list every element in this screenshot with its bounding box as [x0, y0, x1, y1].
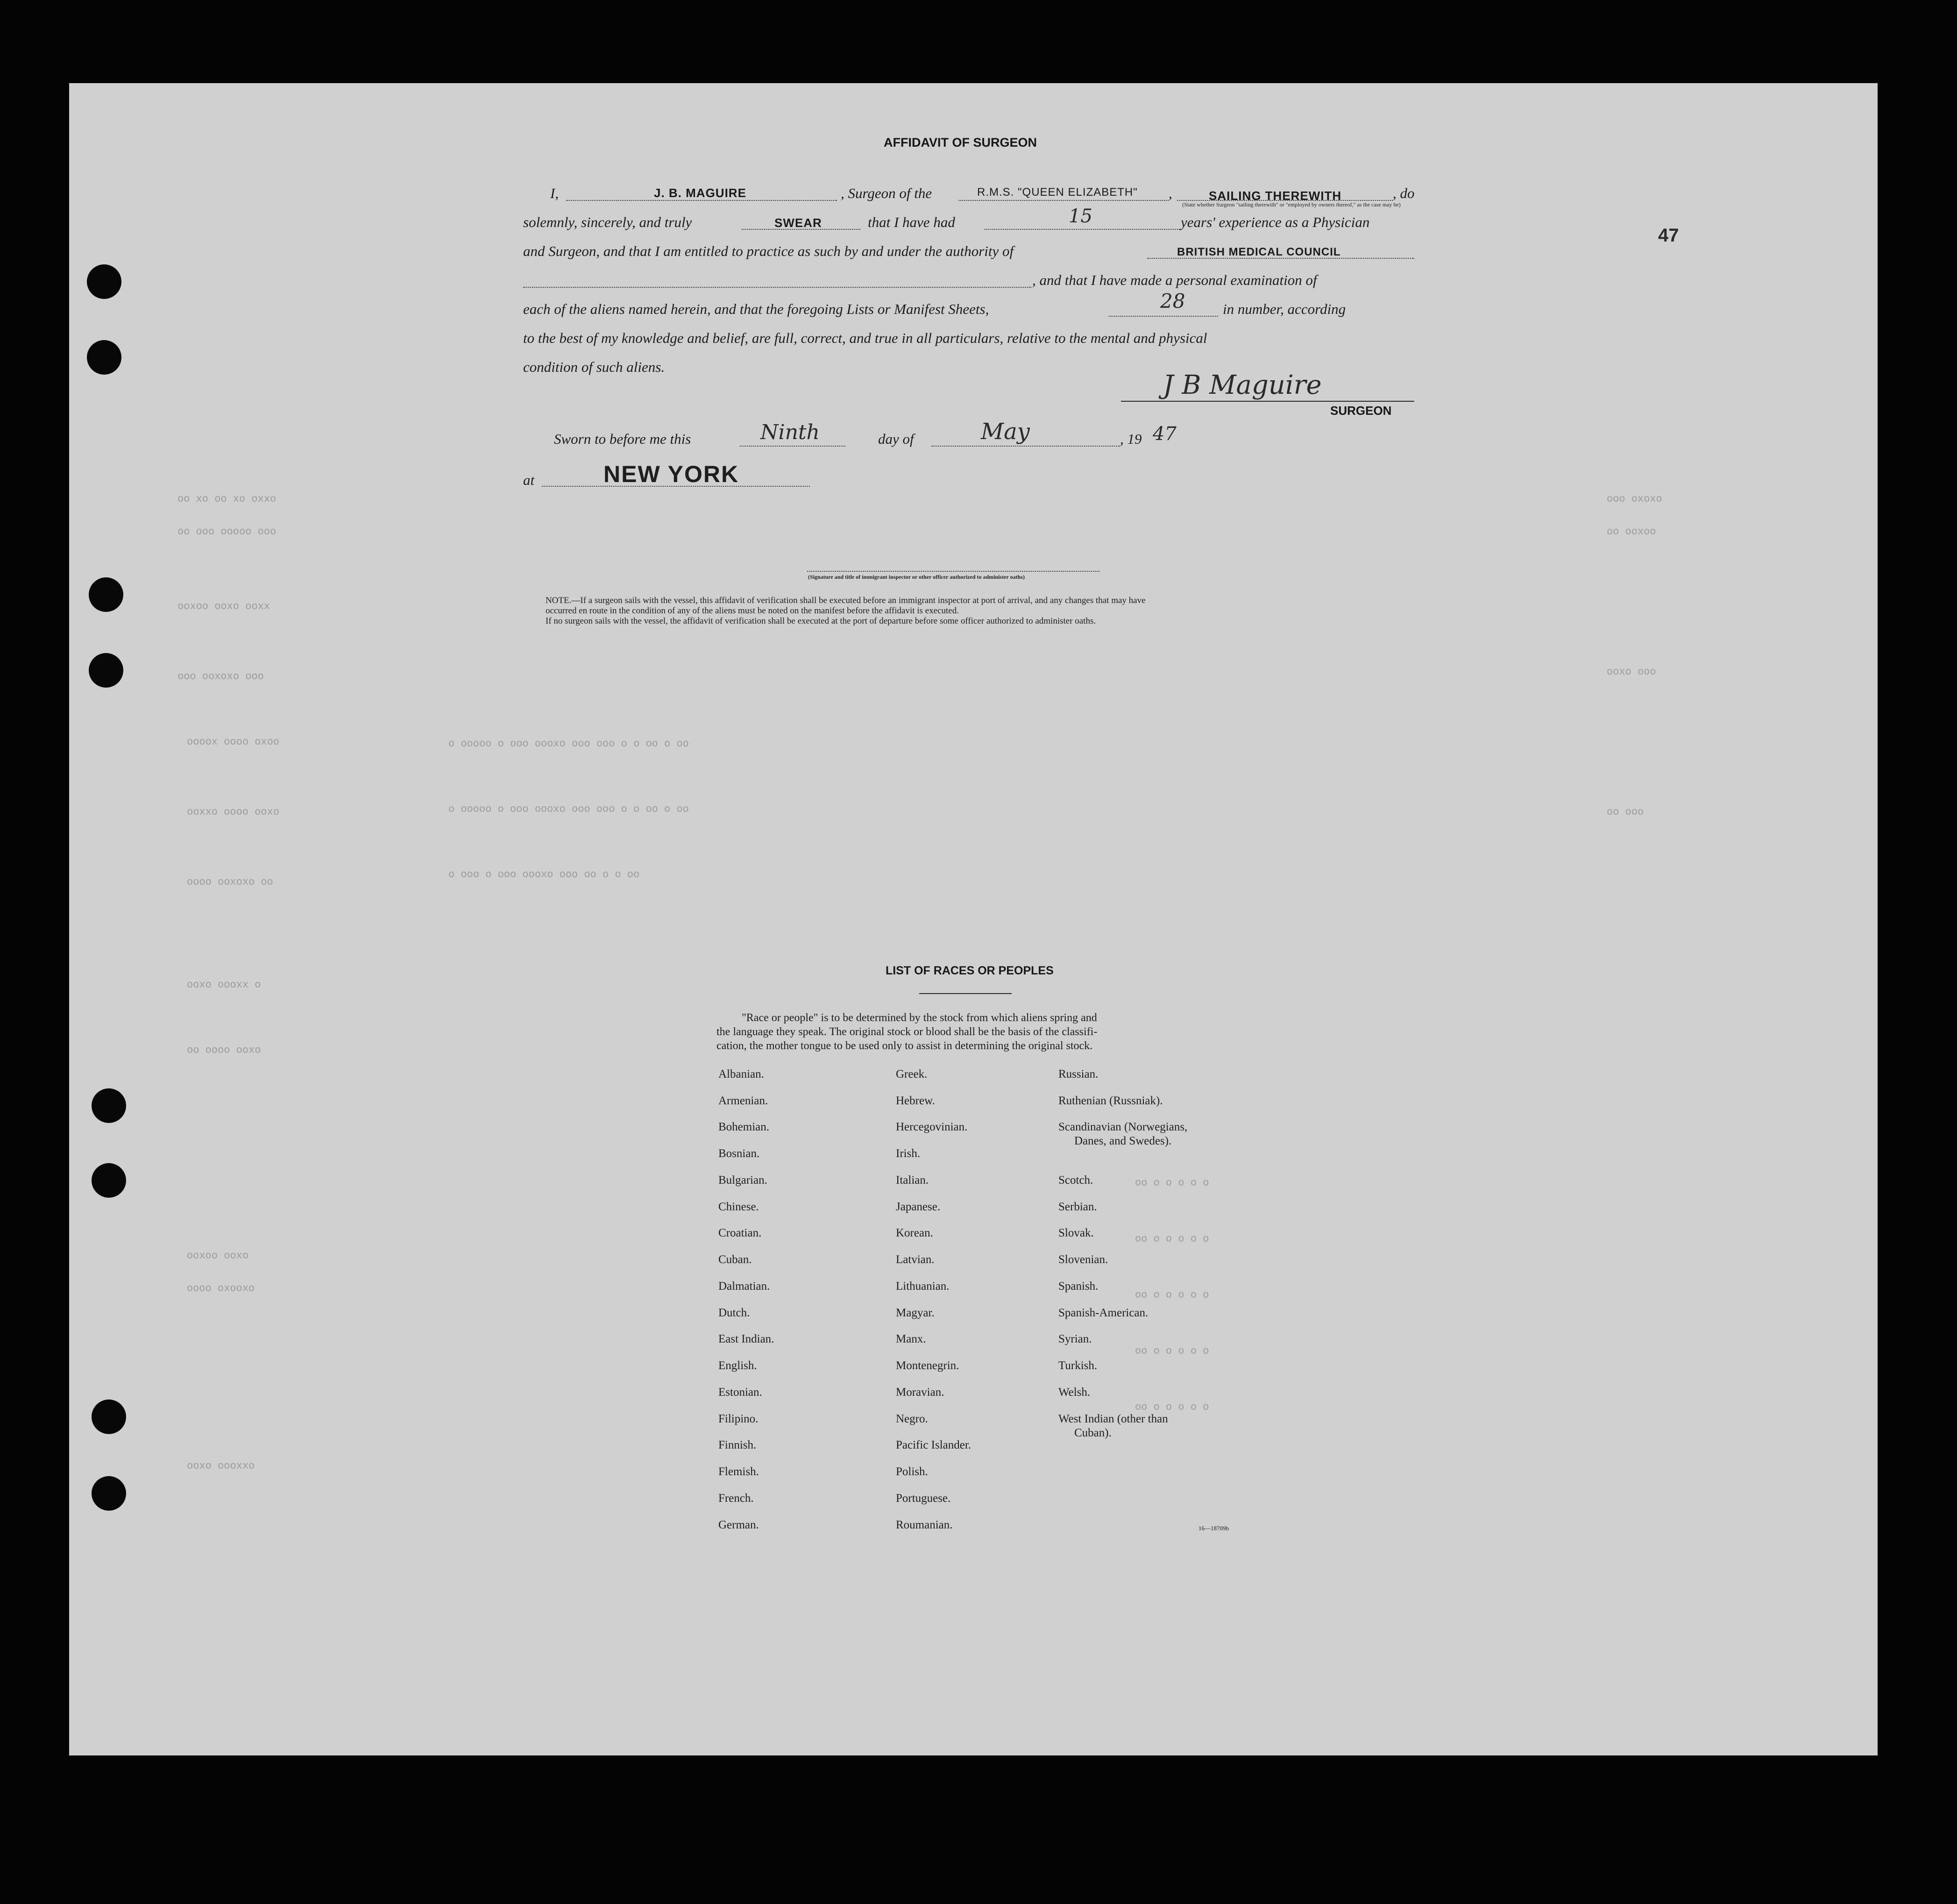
note-line-1: NOTE.—If a surgeon sails with the vessel, this affidavit of verification shall be executed before an immigrant inspector at port of arrival, and any changes that may have: [546, 596, 1146, 605]
race-item: Filipino.: [718, 1413, 759, 1425]
binder-hole: [87, 340, 121, 375]
binder-hole: [92, 1476, 126, 1511]
at-label: at: [523, 472, 535, 488]
race-item: Russian.: [1058, 1068, 1099, 1080]
officer-caption: (Signature and title of immigrant inspector or other officer authorized to administer oaths): [808, 574, 1025, 580]
signature-line: [1121, 401, 1414, 402]
race-item: Armenian.: [718, 1094, 768, 1107]
race-item: Finnish.: [718, 1439, 757, 1451]
race-item: Hebrew.: [896, 1094, 935, 1107]
line1-prefix: I,: [550, 185, 559, 201]
line3-a: and Surgeon, and that I am entitled to practice as such by and under the authority of: [523, 243, 1014, 259]
race-item: Lithuanian.: [896, 1280, 950, 1293]
race-item: Pacific Islander.: [896, 1439, 971, 1451]
race-item: Cuban).: [1074, 1427, 1112, 1439]
sailing-note: (State whether Surgeon "sailing therewith" or "employed by owners thereof," as the case may be): [1182, 201, 1401, 208]
line2-b: that I have had: [868, 214, 955, 230]
years-value: 15: [1069, 206, 1092, 227]
race-item: Serbian.: [1058, 1201, 1097, 1213]
signature-label: SURGEON: [1330, 404, 1392, 418]
race-item: Moravian.: [896, 1386, 944, 1399]
race-item: Ruthenian (Russniak).: [1058, 1094, 1163, 1107]
race-item: Cuban.: [718, 1253, 752, 1266]
race-item: Montenegrin.: [896, 1359, 959, 1372]
page-number: 47: [1658, 225, 1679, 246]
sworn-a: Sworn to before me this: [554, 431, 691, 447]
race-item: Welsh.: [1058, 1386, 1091, 1399]
years-blank: [985, 229, 1180, 230]
binder-hole: [92, 1163, 126, 1198]
note-line-2: occurred en route in the condition of any of the aliens must be noted on the manifest before the affidavit is executed.: [546, 606, 959, 616]
race-item: Slovenian.: [1058, 1253, 1108, 1266]
race-item: Spanish-American.: [1058, 1307, 1149, 1319]
race-item: Bosnian.: [718, 1147, 760, 1160]
line5-b: in number, according: [1223, 301, 1346, 317]
race-item: Portuguese.: [896, 1492, 951, 1505]
binder-hole: [89, 577, 123, 612]
race-item: East Indian.: [718, 1333, 774, 1345]
race-item: Manx.: [896, 1333, 926, 1345]
line2-c: years' experience as a Physician: [1181, 214, 1370, 230]
affidavit-title: AFFIDAVIT OF SURGEON: [884, 135, 1037, 149]
race-item: Bulgarian.: [718, 1174, 767, 1186]
race-item: Dalmatian.: [718, 1280, 770, 1293]
races-intro-3: cation, the mother tongue to be used only to assist in determining the original stock.: [716, 1040, 1093, 1052]
race-item: Turkish.: [1058, 1359, 1098, 1372]
sworn-month: May: [981, 419, 1030, 445]
authority-continued-blank: [523, 287, 1031, 288]
race-item: German.: [718, 1519, 759, 1531]
binder-hole: [87, 264, 121, 299]
sworn-year-hand: 47: [1153, 423, 1177, 445]
race-item: Korean.: [896, 1227, 933, 1239]
race-item: Irish.: [896, 1147, 921, 1160]
place-stamp: NEW YORK: [603, 461, 739, 487]
line5-a: each of the aliens named herein, and that the foregoing Lists or Manifest Sheets,: [523, 301, 989, 317]
race-item: Croatian.: [718, 1227, 762, 1239]
binder-hole: [92, 1400, 126, 1434]
race-item: Scotch.: [1058, 1174, 1093, 1186]
races-intro-2: the language they speak. The original stock or blood shall be the basis of the classifi-: [716, 1026, 1098, 1038]
day-blank: [740, 446, 845, 447]
sheets-value: 28: [1160, 290, 1185, 313]
line7: condition of such aliens.: [523, 359, 665, 375]
races-title: LIST OF RACES OR PEOPLES: [886, 964, 1054, 977]
race-item: Dutch.: [718, 1307, 750, 1319]
race-item: English.: [718, 1359, 757, 1372]
officer-signature-line: [807, 571, 1099, 572]
line1-mid: , Surgeon of the: [841, 185, 932, 201]
surgeon-name: J. B. MAGUIRE: [654, 186, 746, 200]
sworn-day: Ninth: [760, 420, 820, 444]
races-title-rule: [919, 993, 1012, 994]
vessel-blank: [958, 200, 1169, 201]
oath-word: SWEAR: [774, 216, 822, 230]
line6: to the best of my knowledge and belief, are full, correct, and true in all particulars, relative to the mental and physical: [523, 330, 1207, 346]
race-item: Bohemian.: [718, 1121, 770, 1133]
race-item: Magyar.: [896, 1307, 935, 1319]
surgeon-signature: J B Maguire: [1163, 370, 1322, 400]
race-item: West Indian (other than: [1058, 1413, 1168, 1425]
race-item: Slovak.: [1058, 1227, 1094, 1239]
race-item: Polish.: [896, 1465, 928, 1478]
race-item: Italian.: [896, 1174, 929, 1186]
form-number: 16—18709b: [1198, 1525, 1229, 1532]
race-item: Spanish.: [1058, 1280, 1099, 1293]
race-item: Greek.: [896, 1068, 928, 1080]
race-item: Flemish.: [718, 1465, 759, 1478]
sheets-blank: [1109, 316, 1218, 317]
race-item: Latvian.: [896, 1253, 935, 1266]
line1-end: , do: [1393, 185, 1415, 201]
month-blank: [931, 446, 1120, 447]
races-intro-1: "Race or people" is to be determined by the stock from which aliens spring and: [742, 1012, 1097, 1024]
sailing-status: SAILING THEREWITH: [1209, 189, 1342, 203]
race-item: Estonian.: [718, 1386, 762, 1399]
comma: ,: [1169, 185, 1172, 201]
race-item: Japanese.: [896, 1201, 941, 1213]
race-item: Danes, and Swedes).: [1074, 1135, 1172, 1147]
vessel-name: R.M.S. "QUEEN ELIZABETH": [977, 186, 1138, 199]
line4: , and that I have made a personal examination of: [1032, 272, 1317, 288]
race-item: Negro.: [896, 1413, 928, 1425]
race-item: Syrian.: [1058, 1333, 1092, 1345]
binder-hole: [92, 1088, 126, 1123]
race-item: French.: [718, 1492, 754, 1505]
sworn-b: day of: [878, 431, 914, 447]
race-item: Scandinavian (Norwegians,: [1058, 1121, 1188, 1133]
sworn-year-printed: , 19: [1120, 431, 1142, 447]
line2-a: solemnly, sincerely, and truly: [523, 214, 692, 230]
binder-hole: [89, 653, 123, 688]
note-line-3: If no surgeon sails with the vessel, the affidavit of verification shall be executed at the port of departure before some officer authorized to administer oaths.: [546, 616, 1096, 626]
authority-value: BRITISH MEDICAL COUNCIL: [1177, 246, 1341, 258]
race-item: Roumanian.: [896, 1519, 953, 1531]
race-item: Albanian.: [718, 1068, 764, 1080]
race-item: Chinese.: [718, 1201, 759, 1213]
race-item: Hercegovinian.: [896, 1121, 968, 1133]
